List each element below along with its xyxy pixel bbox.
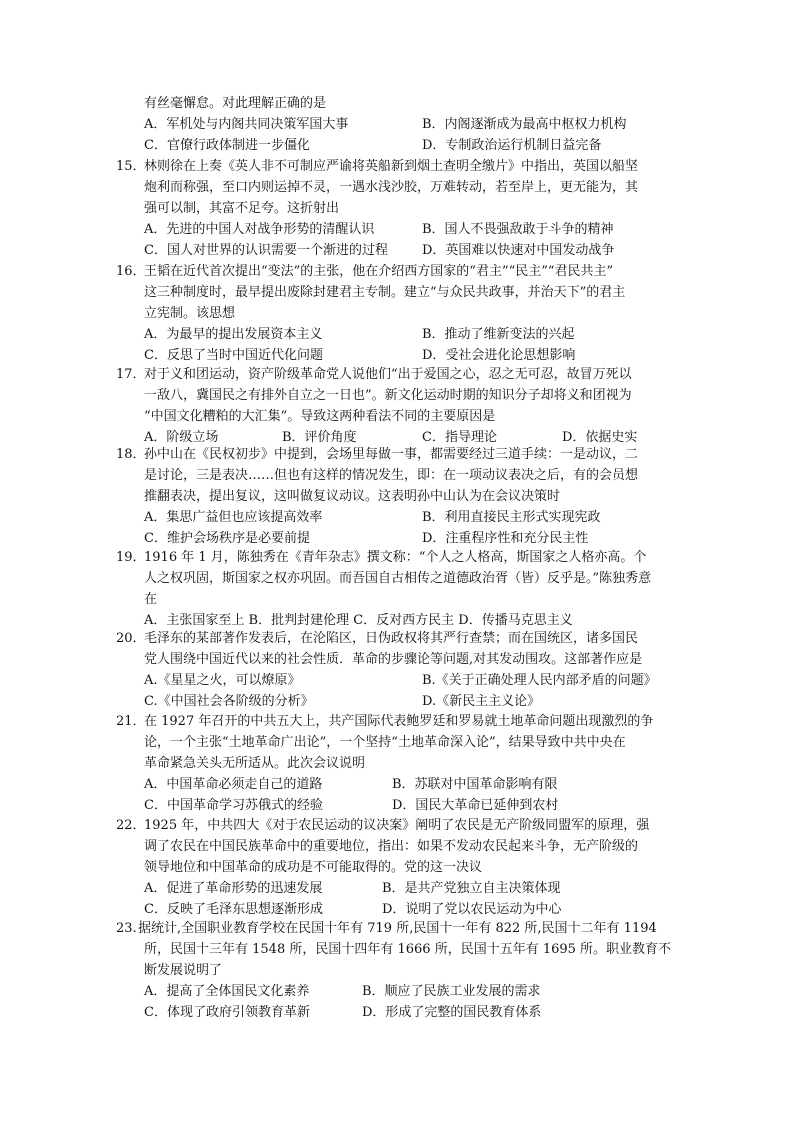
question-stem (116, 628, 676, 649)
question-21 (116, 711, 676, 816)
question-18 (116, 444, 676, 549)
question-19 (116, 547, 676, 631)
option-b: B．是共产党独立自主决策体现 (382, 881, 561, 896)
option-a: A．中国革命必须走自己的道路 (144, 777, 323, 792)
options (116, 219, 676, 261)
question-15 (116, 156, 676, 261)
options (116, 114, 676, 156)
stem-line: 王韬在近代首次提出“变法”的主张，他在介绍西方国家的“君主”“民主”“君民共主” (144, 264, 614, 279)
stem-line: 据统计,全国职业教育学校在民国十年有 719 所,民国十一年有 822 所,民国十二年有 1194 (138, 921, 657, 936)
question-stem (116, 444, 676, 465)
stem-line: 1916 年 1 月，陈独秀在《青年杂志》撰文称：“个人之人格高，斯国家之人格亦高。个 (144, 550, 647, 565)
stem-line: 立宪制。该思想 (144, 306, 236, 321)
question-stem (116, 261, 676, 282)
option-c: C.《中国社会各阶级的分析》 (144, 694, 314, 709)
stem-line: 领导地位和中国革命的成功是不可能取得的。党的这一决议 (144, 860, 483, 875)
option-c: C．反映了毛泽东思想逐渐形成 (144, 902, 323, 917)
option-a: A．军机处与内阁共同决策军国大事 (144, 117, 349, 132)
stem-line: 党人围绕中国近代以来的社会性质．革命的步骤论等问题,对其发动围攻。这部著作应是 (144, 652, 643, 667)
question-number: 17． (116, 367, 146, 382)
option-d: D．说明了党以农民运动为中心 (382, 902, 562, 917)
option-b: B．苏联对中国革命影响有限 (392, 777, 558, 792)
option-c: C．反思了当时中国近代化问题 (144, 348, 323, 363)
stem-line: 这三种制度时，最早提出废除封建君主专制。建立“与众民共政事，并治天下”的君主 (144, 285, 626, 300)
question-stem (116, 918, 676, 939)
stem-line: 在 1927 年召开的中共五大上，共产国际代表鲍罗廷和罗易就土地革命问题出现激烈的争 (144, 714, 654, 729)
question-number: 23. (116, 921, 137, 936)
question-stem (116, 156, 676, 177)
option-d: D.《新民主主义论》 (422, 694, 541, 709)
option-a: A．促进了革命形势的迅速发展 (144, 881, 323, 896)
question-stem: 有丝毫懈怠。对此理解正确的是 (144, 96, 327, 111)
question-number: 15． (116, 159, 146, 174)
stem-line: 一敌八，冀国民之有排外自立之一日也”。新文化运动时期的知识分子却将义和团视为 (144, 388, 632, 403)
options (116, 878, 676, 920)
stem-line: 对于义和团运动，资产阶级革命党人说他们“出于爱国之心，忍之无可忍，故冒万死以 (144, 367, 632, 382)
question-20 (116, 628, 676, 712)
question-stem (116, 364, 676, 385)
options (116, 507, 676, 549)
option-b: B．国人不畏强敌敢于斗争的精神 (422, 222, 614, 237)
option-b: B．顺应了民族工业发展的需求 (362, 984, 541, 999)
option-a: A.《星星之火，可以燎原》 (144, 673, 301, 688)
option-d: D．专制政治运行机制日益完备 (422, 138, 602, 153)
option-b: B．推动了维新变法的兴起 (422, 327, 575, 342)
stem-line: 强可以制，其富不足夸。这折射出 (144, 201, 340, 216)
option-d: D．受社会进化论思想影响 (422, 348, 576, 363)
options (116, 981, 676, 1023)
options (116, 324, 676, 366)
option-d: D．注重程序性和充分民主性 (422, 531, 589, 546)
stem-line: 革命紧急关头无所适从。此次会议说明 (144, 756, 366, 771)
option-c: C．官僚行政体制进一步僵化 (144, 138, 310, 153)
stem-line: 推翻表决，提出复议，这叫做复议动议。这表明孙中山认为在会议决策时 (144, 489, 561, 504)
option-c: C．维护会场秩序是必要前提 (144, 531, 310, 546)
question-number: 18． (116, 447, 146, 462)
question-number: 16． (116, 264, 146, 279)
question-stem (116, 711, 676, 732)
option-a: A．提高了全体国民文化素养 (144, 984, 310, 999)
question-22 (116, 815, 676, 920)
options: A．主张国家至上 B．批判封建伦理 C．反对西方民主 D．传播马克思主义 (144, 613, 573, 628)
option-b: B．评价角度 (282, 430, 357, 445)
option-b: B．内阁逐渐成为最高中枢权力机构 (422, 117, 627, 132)
stem-line: 调了农民在中国民族革命中的重要地位，指出：如果不发动农民起来斗争，无产阶级的 (144, 839, 639, 854)
option-a: A．先进的中国人对战争形势的清醒认识 (144, 222, 375, 237)
stem-line: 林则徐在上奏《英人非不可制应严谕将英船新到烟土查明全缴片》中指出，英国以船坚 (144, 159, 639, 174)
option-c: C．国人对世界的认识需要一个渐进的过程 (144, 243, 388, 258)
question-23 (116, 918, 676, 1023)
stem-line: 1925 年，中共四大《对于农民运动的议决案》阐明了农民是无产阶级同盟军的原理，强 (144, 818, 650, 833)
question-16 (116, 261, 676, 366)
option-d: D．英国难以快速对中国发动战争 (422, 243, 615, 258)
question-14 (116, 93, 676, 156)
option-c: C．指导理论 (422, 430, 497, 445)
stem-line: 炮利而称强，至口内则运掉不灵，一遇水浅沙胶，万难转动，若至岸上，更无能为，其 (144, 180, 639, 195)
question-number: 22． (116, 818, 146, 833)
option-d: D．形成了完整的国民教育体系 (362, 1005, 542, 1020)
stem-line: 毛泽东的某部著作发表后，在沦陷区，日伪政权将其严行查禁；而在国统区，诸多国民 (144, 631, 639, 646)
question-stem (116, 547, 676, 568)
stem-line: 断发展说明了 (144, 963, 223, 978)
question-number: 20． (116, 631, 146, 646)
question-number: 21． (116, 714, 146, 729)
option-a: A．阶级立场 (144, 430, 219, 445)
options (116, 670, 676, 712)
option-b: B．利用直接民主形式实现宪政 (422, 510, 601, 525)
question-17 (116, 364, 676, 448)
stem-line: 在 (144, 592, 158, 607)
stem-line: 是讨论，三是表决……但也有这样的情况发生，即：在一项动议表决之后，有的会员想 (144, 468, 639, 483)
option-d: D．国民大革命已延伸到农村 (392, 798, 559, 813)
option-b: B.《关于正确处理人民内部矛盾的问题》 (422, 673, 657, 688)
option-d: D．依据史实 (562, 430, 638, 445)
option-a: A．为最早的提出发展资本主义 (144, 327, 323, 342)
option-c: C．体现了政府引领教育革新 (144, 1005, 310, 1020)
option-c: C．中国革命学习苏俄式的经验 (144, 798, 323, 813)
stem-line: 所，民国十三年有 1548 所，民国十四年有 1666 所，民国十五年有 1695 所。职业教育不 (144, 942, 672, 957)
stem-line: 人之权巩固，斯国家之权亦巩固。而吾国自古相传之道德政治胥（皆）反乎是。”陈独秀意 (144, 571, 652, 586)
options (116, 774, 676, 816)
stem-line: 论，一个主张“土地革命广出论”，一个坚持“土地革命深入论”，结果导致中共中央在 (144, 735, 626, 750)
stem-line: “中国文化糟粕的大汇集”。导致这两种看法不同的主要原因是 (144, 409, 496, 424)
stem-line: 孙中山在《民权初步》中提到，会场里每做一事，都需要经过三道手续：一是动议，二 (144, 447, 639, 462)
question-number: 19． (116, 550, 146, 565)
question-stem (116, 815, 676, 836)
option-a: A．集思广益但也应该提高效率 (144, 510, 323, 525)
